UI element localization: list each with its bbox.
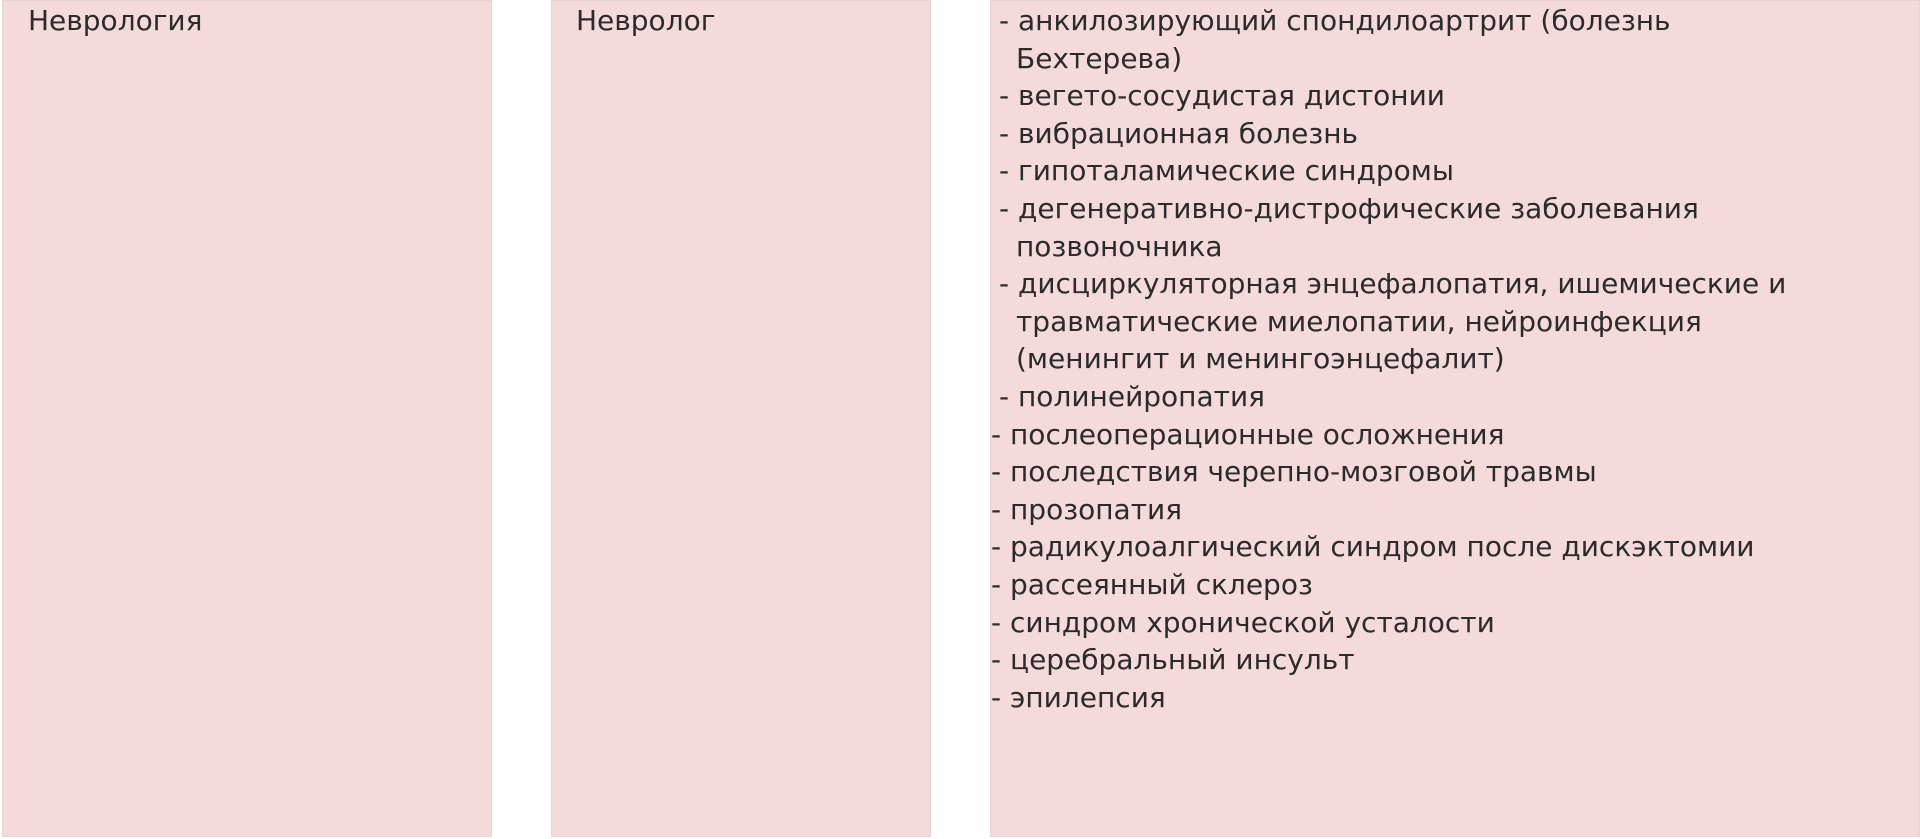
doctor-title: Невролог [576,4,716,37]
specialty-cell [2,0,492,837]
conditions-list [991,2,1786,716]
specialty-name: Неврология [28,4,203,37]
condition-text: - послеоперационные осложнения [991,417,1505,451]
condition-item [991,416,1786,454]
conditions-cell [990,0,1920,837]
condition-text: - вегето-сосудистая дистонии [999,79,1445,113]
condition-item [991,566,1786,604]
condition-item [991,378,1786,416]
condition-text: - дегенеративно-дистрофические заболевания [999,191,1699,225]
condition-item [991,453,1786,491]
condition-text-continued: позвоночника [1016,229,1223,263]
condition-text-continued: Бехтерева) [1016,41,1183,75]
condition-text: - полинейропатия [999,379,1265,413]
condition-text: - церебральный инсульт [991,643,1355,677]
condition-text-continued: травматические миелопатии, нейроинфекция [1016,304,1702,338]
condition-text: - синдром хронической усталости [991,605,1495,639]
condition-item [991,491,1786,529]
condition-item [991,265,1786,378]
condition-item [991,604,1786,642]
condition-text: - прозопатия [991,492,1183,526]
condition-item [991,190,1786,265]
condition-item [991,77,1786,115]
condition-item [991,152,1786,190]
condition-item [991,528,1786,566]
condition-text: - эпилепсия [991,680,1166,714]
doctor-cell [551,0,931,837]
condition-item [991,2,1786,77]
condition-text-continued: (менингит и менингоэнцефалит) [1016,342,1505,376]
condition-item [991,115,1786,153]
condition-text: - радикулоалгический синдром после дискэктомии [991,530,1755,564]
condition-text: - вибрационная болезнь [999,116,1359,150]
condition-text: - рассеянный склероз [991,567,1313,601]
condition-item [991,679,1786,717]
condition-text: - дисциркуляторная энцефалопатия, ишемические и [999,267,1787,301]
condition-item [991,641,1786,679]
condition-text: - последствия черепно-мозговой травмы [991,455,1597,489]
condition-text: - гипоталамические синдромы [999,154,1454,188]
condition-text: - анкилозирующий спондилоартрит (болезнь [999,4,1671,37]
